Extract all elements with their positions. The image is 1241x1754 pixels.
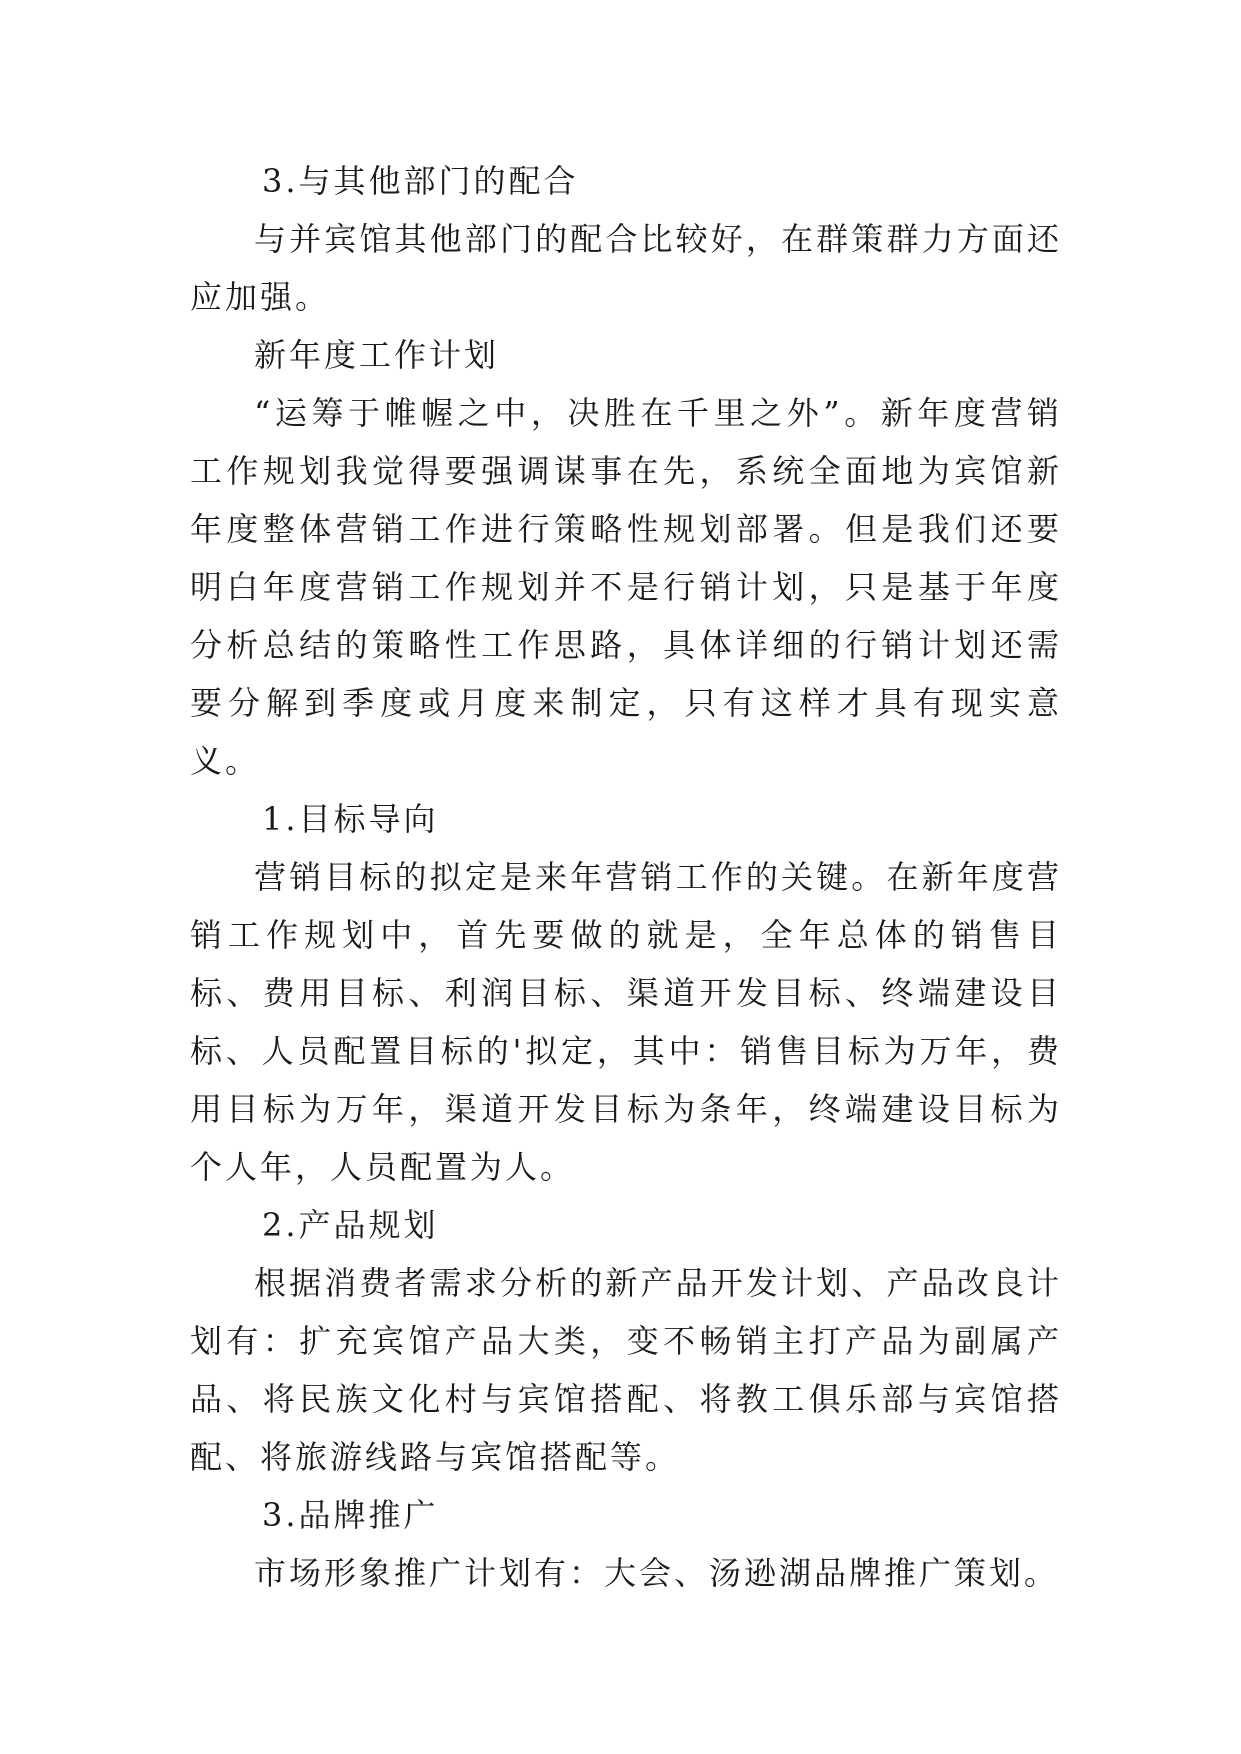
document-page xyxy=(190,152,1062,1602)
section-heading-goal: 1.目标导向 xyxy=(262,800,439,838)
paragraph-product: 根据消费者需求分析的新产品开发计划、产品改良计划有：扩充宾馆产品大类，变不畅销主打产品为副属产品、将民族文化村与宾馆搭配、将教工俱乐部与宾馆搭配、将旅游线路与宾馆搭配等。 xyxy=(190,1264,1062,1476)
section-heading-brand: 3.品牌推广 xyxy=(262,1496,439,1534)
paragraph-cooperation: 与并宾馆其他部门的配合比较好，在群策群力方面还应加强。 xyxy=(190,220,1062,316)
section-heading-product: 2.产品规划 xyxy=(262,1206,439,1244)
paragraph-brand: 市场形象推广计划有：大会、汤逊湖品牌推广策划。 xyxy=(254,1554,1060,1592)
section-title-new-year-plan: 新年度工作计划 xyxy=(254,336,500,374)
paragraph-plan-intro: “运筹于帷幄之中，决胜在千里之外”。新年度营销工作规划我觉得要强调谋事在先，系统全面地为宾馆新年度整体营销工作进行策略性规划部署。但是我们还要明白年度营销工作规划并不是行销计划，只是基于年度分析总结的策略性工作思路，具体详细的行销计划还需要分解到季度或月度来制定，只有这样才具有现实意义。 xyxy=(190,394,1062,780)
section-heading-cooperation: 3.与其他部门的配合 xyxy=(262,162,579,200)
paragraph-goal: 营销目标的拟定是来年营销工作的关键。在新年度营销工作规划中，首先要做的就是，全年总体的销售目标、费用目标、利润目标、渠道开发目标、终端建设目标、人员配置目标的'拟定，其中：销售目标为万年，费用目标为万年，渠道开发目标为条年，终端建设目标为个人年，人员配置为人。 xyxy=(190,858,1062,1186)
